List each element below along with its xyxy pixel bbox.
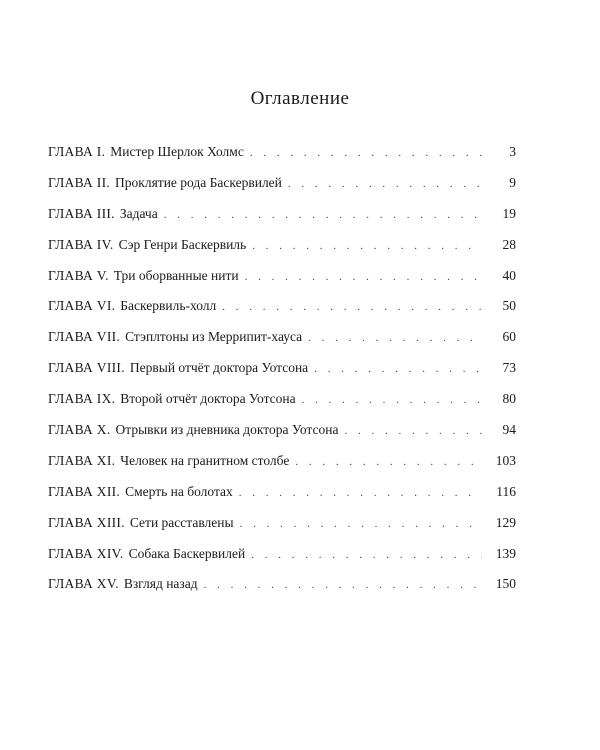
chapter-title: Мистер Шерлок Холмс (110, 144, 244, 159)
chapter-number: ГЛАВА VIII. (48, 360, 125, 376)
toc-entry-label (48, 422, 338, 438)
page-number: 116 (496, 483, 516, 499)
dot-leader (164, 209, 482, 221)
chapter-number: ГЛАВА VI. (48, 298, 116, 314)
page-number: 80 (502, 391, 516, 407)
toc-entry[interactable] (48, 144, 516, 175)
toc-entry[interactable] (48, 546, 516, 577)
chapter-title: Сэр Генри Баскервиль (118, 236, 247, 252)
toc-entry-label (48, 298, 216, 314)
page-number: 103 (495, 452, 516, 468)
chapter-title: Второй отчёт доктора Уотсона (120, 391, 296, 407)
dot-leader (204, 579, 482, 591)
toc-entry[interactable] (48, 237, 516, 268)
page-number: 73 (502, 360, 516, 376)
toc-entry[interactable] (48, 268, 516, 299)
toc-entry[interactable] (48, 206, 516, 237)
toc-entry-label (48, 360, 308, 376)
toc-entry-label (48, 484, 233, 500)
dot-leader (295, 456, 482, 468)
page-number: 94 (502, 422, 516, 438)
chapter-number: ГЛАВА X. (48, 422, 111, 438)
dot-leader (288, 178, 482, 190)
chapter-title: Баскервиль-холл (120, 298, 217, 314)
dot-leader (222, 301, 482, 313)
toc-entry-label (48, 515, 234, 531)
chapter-number: ГЛАВА IV. (48, 236, 114, 252)
chapter-number: ГЛАВА V. (48, 267, 109, 283)
chapter-title: Три оборванные нити (113, 267, 239, 283)
toc-entry-label (48, 391, 296, 407)
toc-entry[interactable] (48, 329, 516, 360)
chapter-title: Смерть на болотах (125, 483, 233, 499)
page-number: 28 (502, 236, 516, 252)
chapter-number: ГЛАВА III. (48, 205, 115, 221)
dot-leader (314, 363, 482, 375)
toc-entry[interactable] (48, 391, 516, 422)
dot-leader (344, 425, 482, 437)
toc-entry[interactable] (48, 576, 516, 607)
page-number: 129 (495, 514, 516, 530)
toc-entry-label (48, 237, 246, 253)
chapter-number: ГЛАВА XI. (48, 452, 116, 468)
chapter-number: ГЛАВА XIV. (48, 545, 124, 561)
toc-entry-label (48, 144, 244, 160)
dot-leader (302, 394, 482, 406)
chapter-title: Стэплтоны из Меррипит-хауса (125, 329, 303, 345)
chapter-number: ГЛАВА VII. (48, 329, 121, 345)
dot-leader (245, 271, 482, 283)
dot-leader (252, 240, 482, 252)
page-number: 139 (495, 545, 516, 561)
page-number: 40 (502, 267, 516, 283)
chapter-title: Собака Баскервилей (128, 545, 246, 561)
page-number: 19 (502, 205, 516, 221)
toc-entry-label (48, 576, 198, 592)
chapter-title: Проклятие рода Баскервилей (115, 174, 282, 190)
chapter-number: ГЛАВА XII. (48, 483, 121, 499)
toc-entry[interactable] (48, 298, 516, 329)
chapter-number: ГЛАВА II. (48, 174, 111, 190)
dot-leader (308, 332, 482, 344)
chapter-title: Первый отчёт доктора Уотсона (129, 360, 309, 376)
chapter-number: ГЛАВА XV. (48, 576, 119, 592)
dot-leader (251, 549, 482, 561)
toc-entry-label (48, 453, 289, 469)
toc-entry[interactable] (48, 453, 516, 484)
toc-entry-label (48, 206, 158, 222)
toc-entry[interactable] (48, 175, 516, 206)
toc-entry[interactable] (48, 422, 516, 453)
toc-entry-label (48, 268, 239, 284)
table-of-contents (48, 144, 516, 607)
chapter-title: Отрывки из дневника доктора Уотсона (115, 422, 339, 438)
toc-entry[interactable] (48, 515, 516, 546)
chapter-title: Взгляд назад (123, 576, 198, 592)
page-number: 50 (502, 298, 516, 314)
chapter-title: Сети расставлены (129, 514, 234, 530)
dot-leader (240, 518, 482, 530)
chapter-title: Задача (119, 205, 158, 221)
toc-entry-label (48, 329, 302, 345)
chapter-number: ГЛАВА IX. (48, 391, 116, 407)
toc-entry[interactable] (48, 484, 516, 515)
page-number: 9 (509, 174, 516, 190)
chapter-number: ГЛАВА I. (48, 144, 106, 159)
dot-leader (239, 487, 482, 499)
dot-leader (250, 147, 482, 159)
chapter-title: Человек на гранитном столбе (120, 452, 290, 468)
page-number: 150 (495, 576, 516, 592)
toc-entry-label (48, 175, 282, 191)
page-number: 60 (502, 329, 516, 345)
toc-entry[interactable] (48, 360, 516, 391)
chapter-number: ГЛАВА XIII. (48, 514, 125, 530)
page-number: 3 (509, 144, 516, 159)
toc-entry-label (48, 546, 245, 562)
page-title: Оглавление (250, 88, 350, 109)
